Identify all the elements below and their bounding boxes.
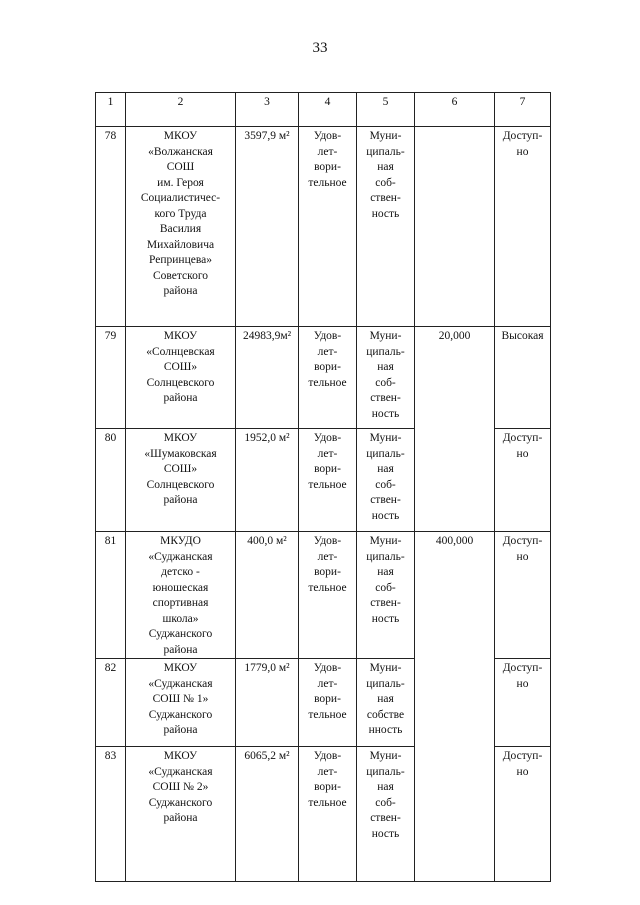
row-number: 81 bbox=[96, 532, 126, 659]
header-cell-3: 3 bbox=[236, 93, 299, 127]
column-6-value: 400,000 bbox=[415, 532, 495, 882]
row-number: 80 bbox=[96, 429, 126, 532]
table-header-row bbox=[96, 93, 551, 127]
facility-ownership: Муни- ципаль- ная соб- ствен- ность bbox=[357, 429, 415, 532]
facility-area: 400,0 м² bbox=[236, 532, 299, 659]
accessibility-value: Доступ- но bbox=[495, 532, 551, 659]
facility-ownership: Муни- ципаль- ная собстве нность bbox=[357, 659, 415, 747]
row-number: 79 bbox=[96, 327, 126, 429]
header-cell-5: 5 bbox=[357, 93, 415, 127]
facility-condition: Удов- лет- вори- тельное bbox=[299, 429, 357, 532]
facility-name: МКОУ «Шумаковская СОШ» Солнцевского района bbox=[126, 429, 236, 532]
facility-name: МКУДО «Суджанская детско - юношеская спортивная школа» Суджанского района bbox=[126, 532, 236, 659]
facility-condition: Удов- лет- вори- тельное bbox=[299, 127, 357, 327]
row-number: 78 bbox=[96, 127, 126, 327]
facilities-table bbox=[95, 92, 551, 882]
header-cell-1: 1 bbox=[96, 93, 126, 127]
header-cell-7: 7 bbox=[495, 93, 551, 127]
facility-ownership: Муни- ципаль- ная соб- ствен- ность bbox=[357, 747, 415, 882]
facility-name: МКОУ «Суджанская СОШ № 1» Суджанского района bbox=[126, 659, 236, 747]
facility-ownership: Муни- ципаль- ная соб- ствен- ность bbox=[357, 327, 415, 429]
facility-name: МКОУ «Суджанская СОШ № 2» Суджанского района bbox=[126, 747, 236, 882]
facility-ownership: Муни- ципаль- ная соб- ствен- ность bbox=[357, 127, 415, 327]
accessibility-value: Доступ- но bbox=[495, 127, 551, 327]
facility-area: 3597,9 м² bbox=[236, 127, 299, 327]
facility-condition: Удов- лет- вори- тельное bbox=[299, 747, 357, 882]
table-row bbox=[96, 127, 551, 327]
page-number: 33 bbox=[312, 40, 328, 56]
accessibility-value: Доступ- но bbox=[495, 429, 551, 532]
row-number: 83 bbox=[96, 747, 126, 882]
header-cell-2: 2 bbox=[126, 93, 236, 127]
facility-name: МКОУ «Солнцевская СОШ» Солнцевского района bbox=[126, 327, 236, 429]
accessibility-value: Доступ- но bbox=[495, 747, 551, 882]
column-6-value bbox=[415, 127, 495, 327]
facility-area: 1952,0 м² bbox=[236, 429, 299, 532]
facility-area: 6065,2 м² bbox=[236, 747, 299, 882]
facility-name: МКОУ «Волжанская СОШ им. Героя Социалистичес- кого Труда Василия Михайловича Репринцева» Советского района bbox=[126, 127, 236, 327]
table-row bbox=[96, 327, 551, 429]
header-cell-4: 4 bbox=[299, 93, 357, 127]
facility-condition: Удов- лет- вори- тельное bbox=[299, 659, 357, 747]
row-number: 82 bbox=[96, 659, 126, 747]
table-row bbox=[96, 532, 551, 659]
header-cell-6: 6 bbox=[415, 93, 495, 127]
facility-condition: Удов- лет- вори- тельное bbox=[299, 327, 357, 429]
facility-area: 1779,0 м² bbox=[236, 659, 299, 747]
facility-ownership: Муни- ципаль- ная соб- ствен- ность bbox=[357, 532, 415, 659]
accessibility-value: Доступ- но bbox=[495, 659, 551, 747]
facility-condition: Удов- лет- вори- тельное bbox=[299, 532, 357, 659]
column-6-value: 20,000 bbox=[415, 327, 495, 532]
accessibility-value: Высокая bbox=[495, 327, 551, 429]
facility-area: 24983,9м² bbox=[236, 327, 299, 429]
